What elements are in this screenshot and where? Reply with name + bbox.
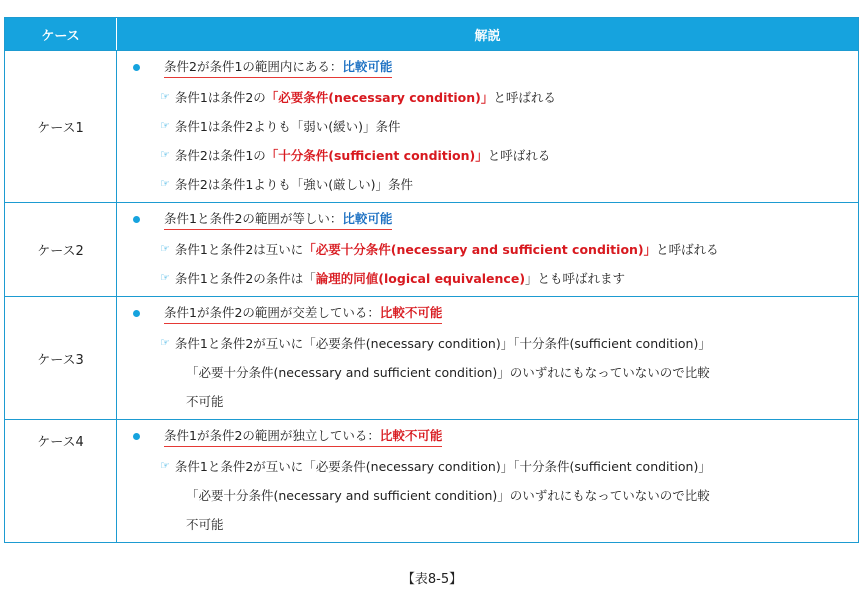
- sub-text: 条件2は条件1よりも「強い(厳しい)」条件: [174, 176, 414, 192]
- sub-text: 条件2は条件1の: [174, 147, 266, 163]
- pointing-hand-icon: ☞: [160, 119, 170, 132]
- pointing-hand-icon: ☞: [160, 242, 170, 255]
- lead-line: [117, 299, 858, 328]
- sub-line: [117, 451, 858, 480]
- bullet-dot-icon: [133, 64, 140, 71]
- underlined-statement: [164, 426, 442, 447]
- sub-text: 」とも呼ばれます: [525, 270, 626, 286]
- verdict-comparable: 比較可能: [342, 211, 393, 226]
- sub-text: と呼ばれる: [487, 147, 551, 163]
- sub-text: と呼ばれる: [493, 89, 556, 105]
- case-label: ケース2: [5, 202, 117, 296]
- emphasis-term: 「必要条件(necessary condition)」: [265, 89, 494, 105]
- lead-line: [117, 422, 858, 451]
- emphasis-term: 論理的同値(logical equivalence): [315, 270, 526, 286]
- pointing-hand-icon: ☞: [160, 271, 170, 284]
- lead-text: 条件1が条件2の範囲が交差している：: [164, 305, 380, 320]
- case-label: ケース3: [5, 296, 117, 419]
- emphasis-term: 「必要十分条件(necessary and sufficient condition)」: [303, 241, 657, 257]
- lead-line: [117, 53, 858, 82]
- lead-text: 条件2が条件1の範囲内にある：: [164, 59, 343, 74]
- sub-line: [117, 82, 858, 111]
- sub-line-continued: 不可能: [186, 393, 224, 409]
- bullet-dot-icon: [133, 433, 140, 440]
- sub-text: と呼ばれる: [656, 241, 719, 257]
- underlined-statement: [164, 57, 392, 78]
- bullet-dot-icon: [133, 310, 140, 317]
- sub-line: [117, 111, 858, 140]
- case-description: [117, 296, 858, 419]
- case-label: ケース4: [5, 419, 117, 542]
- sub-line-continued: 不可能: [186, 516, 224, 532]
- case-description: [117, 419, 858, 542]
- sub-line: [117, 263, 858, 292]
- lead-text: 条件1が条件2の範囲が独立している：: [164, 428, 380, 443]
- sub-line: [117, 169, 858, 198]
- emphasis-term: 「十分条件(sufficient condition)」: [265, 147, 488, 163]
- explanation-table: [4, 17, 859, 543]
- underlined-statement: [164, 303, 442, 324]
- case-description: [117, 50, 858, 202]
- verdict-not-comparable: 比較不可能: [379, 428, 443, 443]
- lead-text: 条件1と条件2の範囲が等しい：: [164, 211, 343, 226]
- sub-line: [117, 140, 858, 169]
- case-label: ケース1: [5, 50, 117, 202]
- header-desc: 解説: [117, 18, 858, 50]
- lead-line: [117, 205, 858, 234]
- sub-line: [117, 234, 858, 263]
- pointing-hand-icon: ☞: [160, 336, 170, 349]
- verdict-not-comparable: 比較不可能: [379, 305, 443, 320]
- sub-text: 条件1と条件2の条件は「: [174, 270, 316, 286]
- sub-text: 条件1と条件2が互いに「必要条件(necessary condition)」「十分条件(sufficient condition)」: [174, 458, 711, 474]
- pointing-hand-icon: ☞: [160, 459, 170, 472]
- sub-line: [117, 328, 858, 357]
- header-case: ケース: [5, 18, 117, 50]
- sub-line-continued: 「必要十分条件(necessary and sufficient condition)」のいずれにもなっていないので比較: [186, 364, 710, 380]
- sub-text: 条件1は条件2の: [174, 89, 266, 105]
- pointing-hand-icon: ☞: [160, 90, 170, 103]
- underlined-statement: [164, 209, 392, 230]
- verdict-comparable: 比較可能: [342, 59, 393, 74]
- pointing-hand-icon: ☞: [160, 148, 170, 161]
- bullet-dot-icon: [133, 216, 140, 223]
- sub-text: 条件1は条件2よりも「弱い(緩い)」条件: [174, 118, 401, 134]
- sub-line-continued: 「必要十分条件(necessary and sufficient condition)」のいずれにもなっていないので比較: [186, 487, 710, 503]
- sub-text: 条件1と条件2は互いに: [174, 241, 304, 257]
- table-caption: 【表8-5】: [401, 572, 463, 587]
- case-description: [117, 202, 858, 296]
- pointing-hand-icon: ☞: [160, 177, 170, 190]
- sub-text: 条件1と条件2が互いに「必要条件(necessary condition)」「十分条件(sufficient condition)」: [174, 335, 711, 351]
